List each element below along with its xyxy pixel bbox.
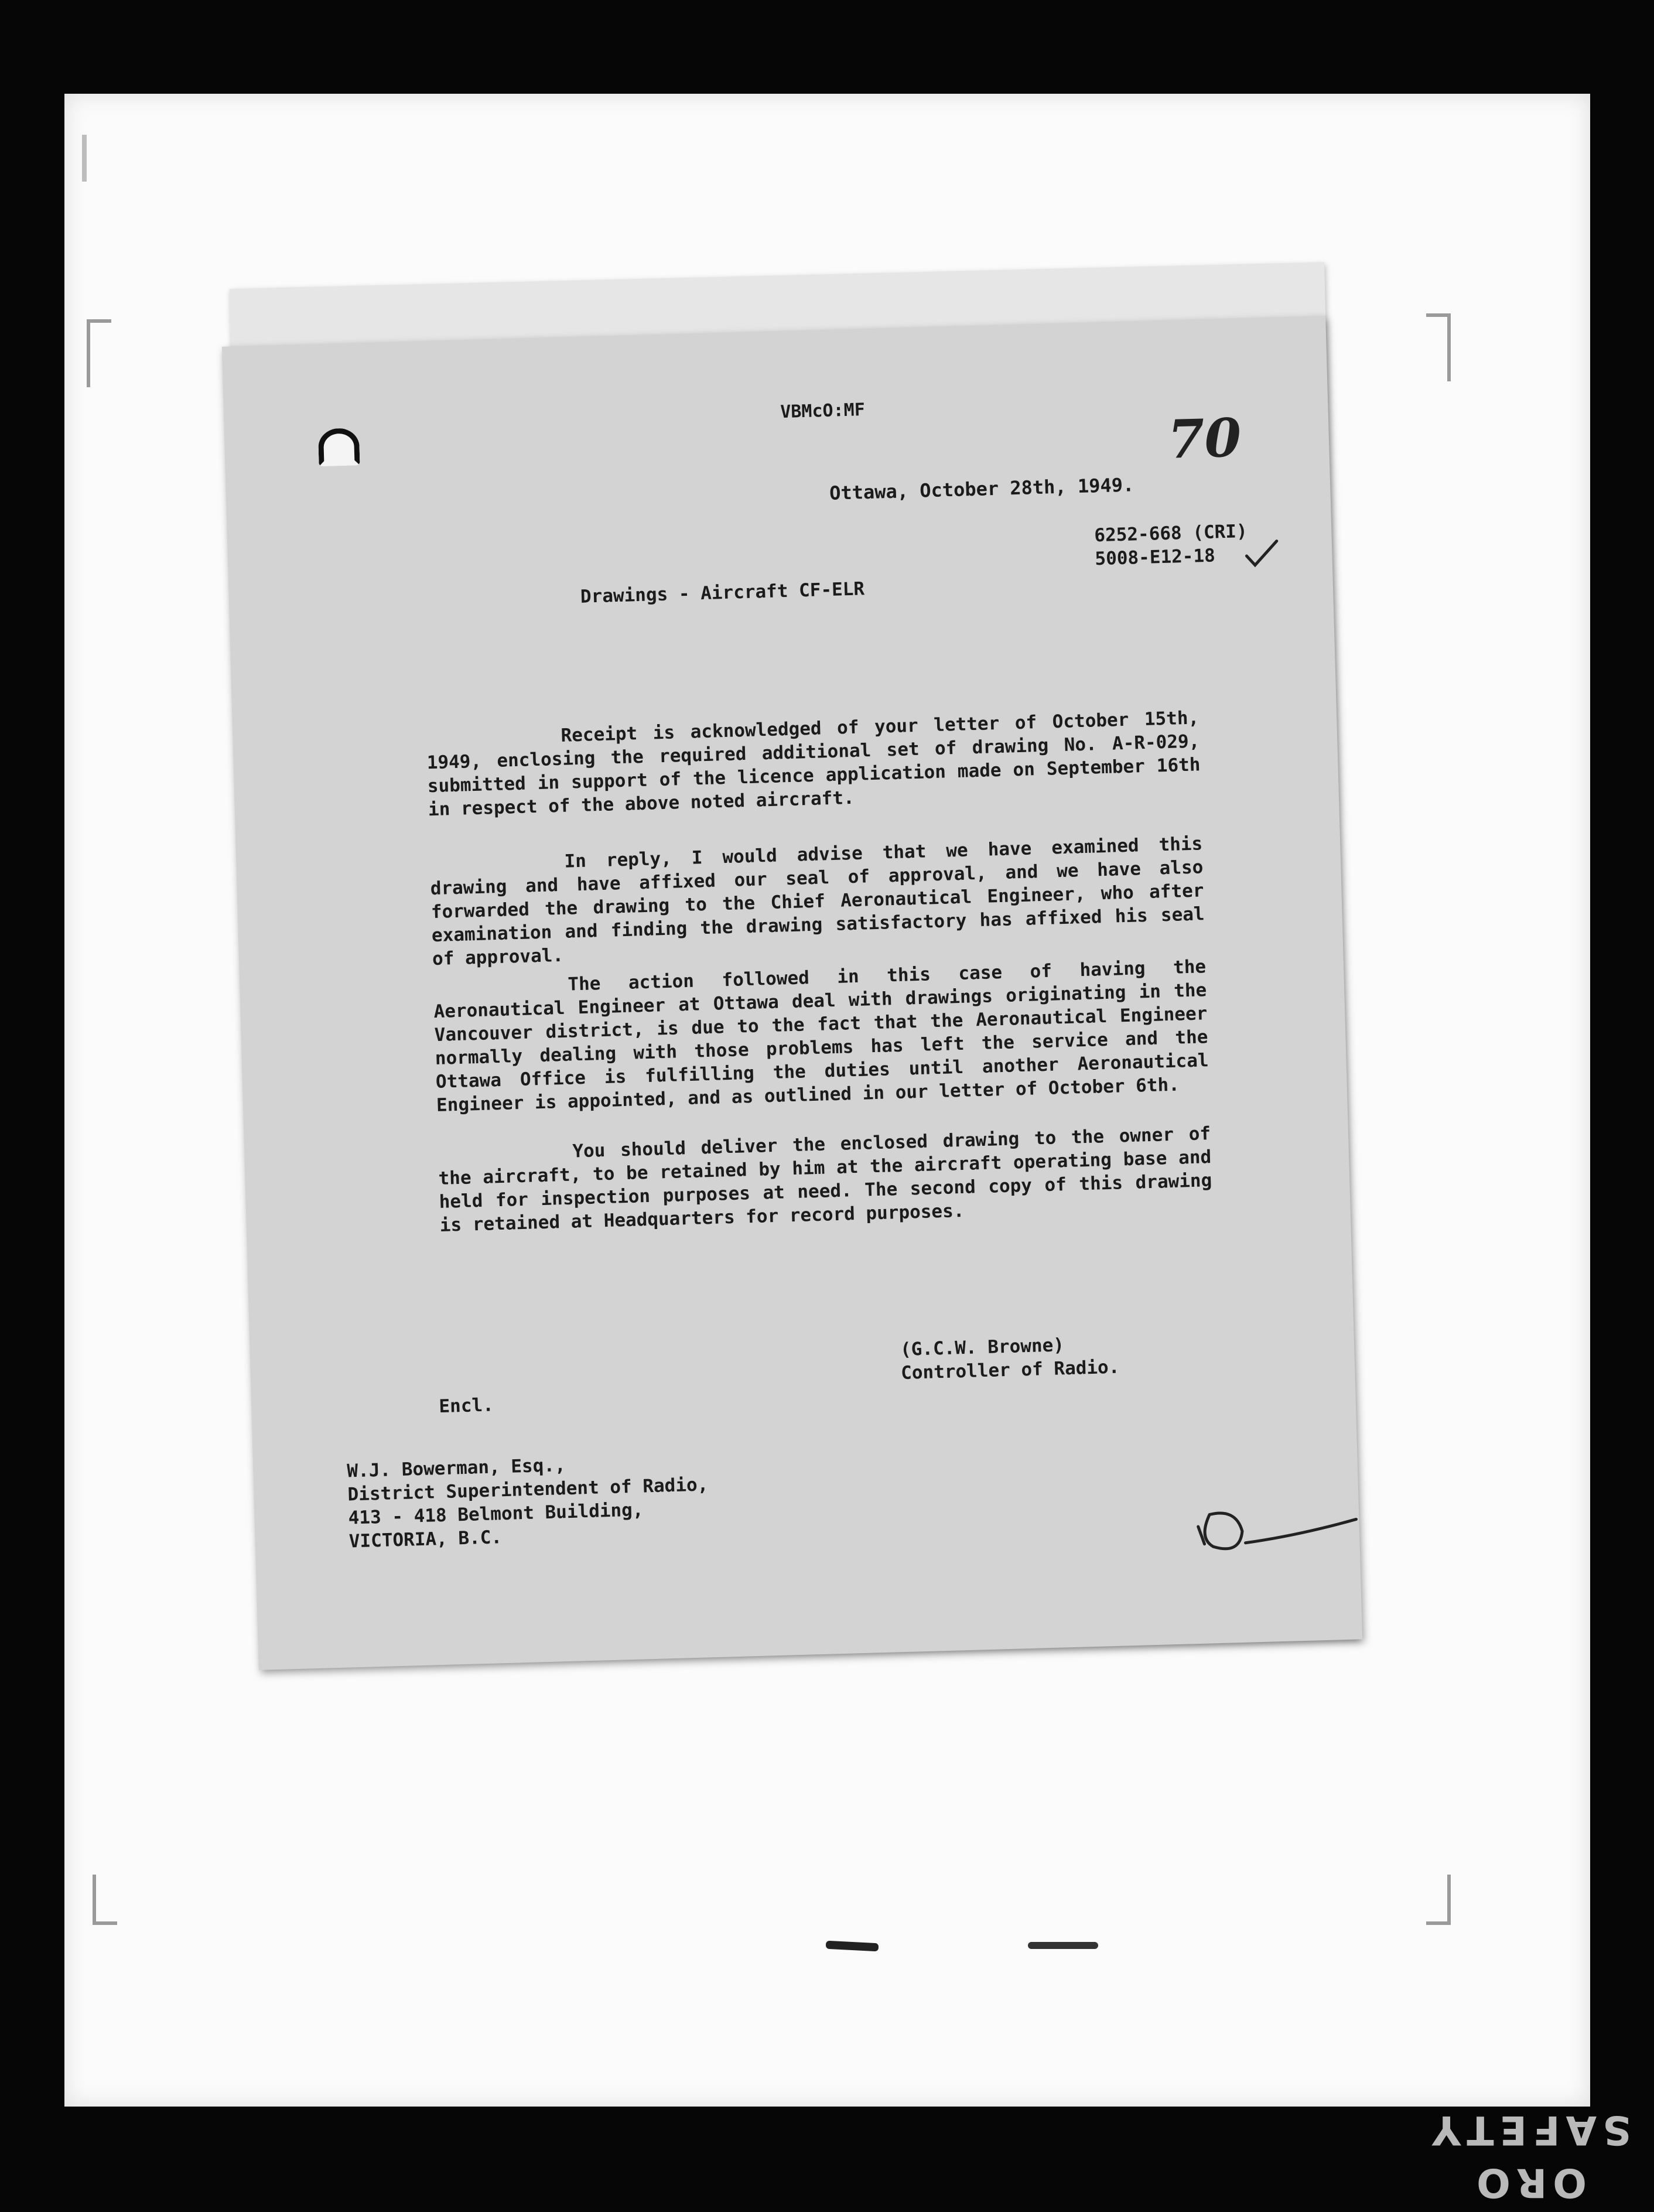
file-number: 6252-668 (CRI) xyxy=(1093,521,1248,547)
addressee-street: 413 - 418 Belmont Building, xyxy=(348,1499,644,1529)
addressee-title: District Superintendent of Radio, xyxy=(347,1474,709,1506)
film-mark xyxy=(1028,1942,1098,1949)
reference-initials: VBMcO:MF xyxy=(780,400,866,423)
dateline: Ottawa, October 28th, 1949. xyxy=(829,473,1134,504)
body-paragraph: You should deliver the enclosed drawing to the owner of the aircraft, to be retained by him at the aircraft operating base and held for inspection purposes at need. The second copy of this drawing is retained at Headquarters for record purposes. xyxy=(438,1123,1212,1236)
corner-crop-mark-bottom-right xyxy=(1426,1875,1451,1925)
corner-crop-mark-top-left xyxy=(87,319,111,387)
letter-page xyxy=(222,316,1362,1670)
signature-name: (G.C.W. Browne) xyxy=(900,1334,1065,1361)
subject-line: Drawings - Aircraft CF-ELR xyxy=(580,578,865,607)
body-paragraph: In reply, I would advise that we have examined this drawing and have affixed our seal of approval, and we have also forwarded the drawing to the Chief Aeronautical Engineer, who after examination and finding the drawing satisfactory has affixed his seal of approval. xyxy=(430,833,1205,970)
file-number: 5008-E12-18 xyxy=(1095,545,1216,570)
handwritten-page-number-text: 70 xyxy=(1167,407,1242,471)
check-mark-icon xyxy=(1244,538,1280,571)
enclosure-note: Encl. xyxy=(438,1394,494,1418)
handwritten-initial-scrawl xyxy=(1185,1487,1363,1570)
handwritten-page-number xyxy=(1161,405,1268,475)
addressee-city: VICTORIA, B.C. xyxy=(348,1527,503,1552)
punch-hole xyxy=(318,428,360,466)
film-edge-print: ORO SAFETY xyxy=(1426,2107,1632,2206)
frame-edge-mark xyxy=(82,135,87,182)
corner-crop-mark-bottom-left xyxy=(93,1875,117,1925)
corner-crop-mark-top-right xyxy=(1426,313,1451,381)
addressee-name: W.J. Bowerman, Esq., xyxy=(347,1455,566,1482)
body-paragraph: The action followed in this case of having the Aeronautical Engineer at Ottawa deal with drawings originating in the Vancouver district, is due to the fact that the Aeronautical Engineer normally dealing with those problems has left the service and the Ottawa Office is fulfilling the duties until another Aeronautical Engineer is appointed, and as outlined in our letter of October 6th. xyxy=(433,956,1209,1117)
signature-title: Controller of Radio. xyxy=(900,1356,1120,1384)
body-paragraph: Receipt is acknowledged of your letter of October 15th, 1949, enclosing the required additional set of drawing No. A-R-029, submitted in support of the licence application made on September 16th in respect of the above noted aircraft. xyxy=(426,707,1201,821)
